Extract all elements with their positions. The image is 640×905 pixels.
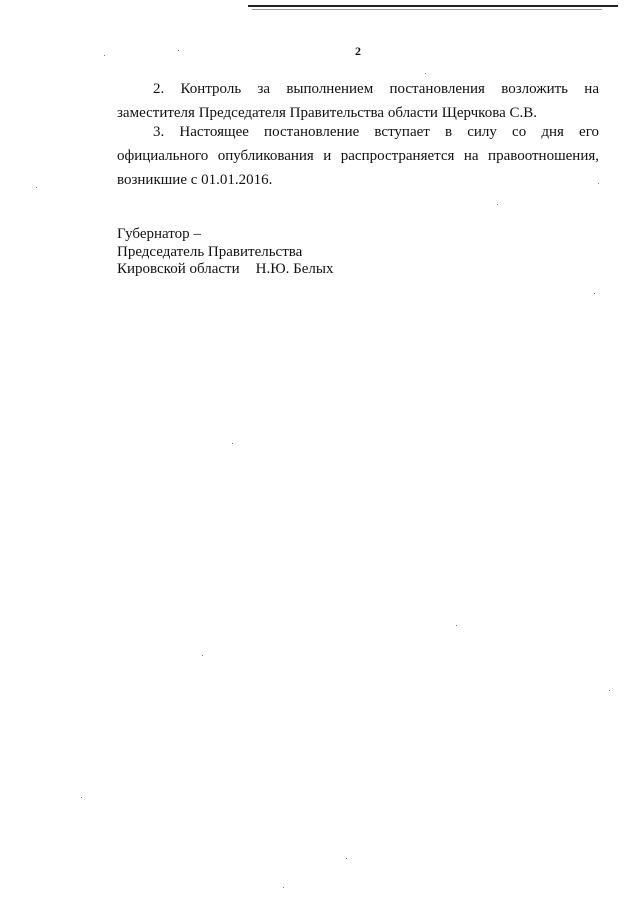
page-number: 2 [355, 44, 361, 58]
scan-speck [594, 293, 595, 294]
scan-speck [598, 183, 599, 184]
scan-speck [36, 187, 37, 188]
signature-title-line3: Кировской области [117, 261, 240, 277]
scan-speck [425, 73, 426, 74]
paragraph-control: 2. Контроль за выполнением постановления возложить на заместителя Председателя Правительства области Щерчкова С.В. [117, 81, 599, 121]
signature-title-line3-wrapper [117, 261, 333, 279]
scan-speck [104, 55, 105, 56]
scan-speck [456, 625, 457, 626]
scan-speck [283, 887, 284, 888]
scan-speck [346, 858, 347, 859]
scan-speck [202, 655, 203, 656]
top-border-line [248, 5, 618, 7]
top-border-line-thin [252, 9, 602, 10]
signature-title-line1: Губернатор – [117, 226, 201, 242]
scan-speck [232, 443, 233, 444]
signature-block [117, 226, 333, 279]
scan-speck [497, 204, 498, 205]
scan-speck [609, 690, 610, 691]
signatory-name: Н.Ю. Белых [255, 261, 334, 277]
scan-speck [81, 797, 82, 798]
scan-speck [178, 50, 179, 51]
signature-title-line2: Председатель Правительства [117, 243, 303, 260]
paragraph-effective-date: 3. Настоящее постановление вступает в силу со дня его официального опубликования и распространяется на правоотношения, возникшие с 01.01.2016. [117, 124, 599, 188]
